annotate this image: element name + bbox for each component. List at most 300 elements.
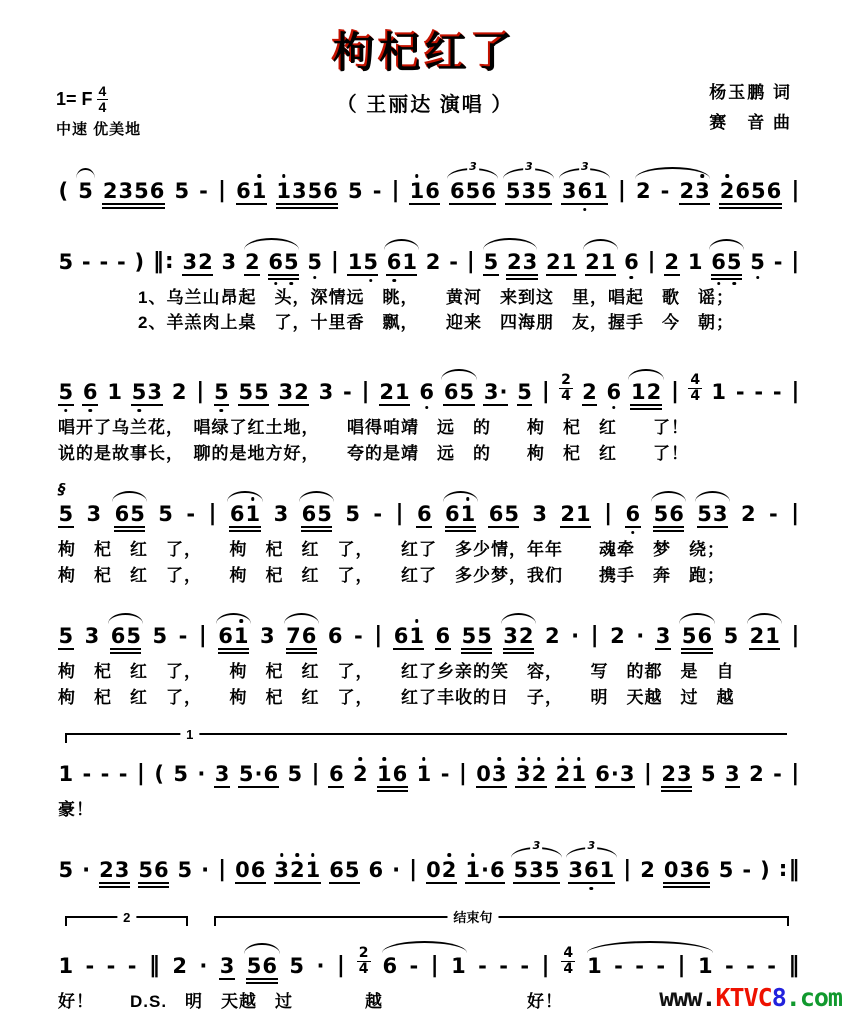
- beam-line: [653, 530, 684, 532]
- octave-dot-below: [137, 409, 141, 413]
- note-group: 23: [679, 181, 710, 202]
- beam-line: [506, 274, 537, 276]
- note-group: 65: [114, 504, 145, 525]
- slur-arc: [299, 491, 334, 502]
- beam-line: [276, 203, 339, 205]
- octave-dot-above: [415, 174, 419, 178]
- note-group: (: [58, 179, 69, 203]
- lyrics-line: 枸 杞 红 了， 枸 杞 红 了， 红了丰收的日 子， 明 天越 过 越: [58, 687, 735, 707]
- note-group: 2: [171, 380, 187, 405]
- slur-arc: [384, 239, 419, 250]
- beam-line: [386, 274, 417, 276]
- time-signature: $\frac{2}{4}$: [358, 945, 369, 978]
- note-group: 1: [416, 764, 432, 785]
- beam-line: [585, 274, 616, 276]
- note-group: 1 6: [409, 181, 440, 202]
- barline: |: [623, 857, 632, 883]
- slur-arc: [112, 491, 147, 502]
- slur-arc: [284, 613, 319, 624]
- octave-dot-below: [630, 276, 634, 280]
- beam-line: [681, 652, 712, 654]
- octave-dot-above: [471, 853, 475, 857]
- octave-dot-above: [561, 757, 565, 761]
- slur-arc: [583, 239, 618, 250]
- note-group: 1 6: [377, 764, 408, 785]
- beam-line: [229, 530, 260, 532]
- octave-dot-above: [422, 757, 426, 761]
- note-group: 3: [84, 624, 100, 649]
- beam-line: [630, 408, 661, 410]
- beam-line: [476, 786, 507, 788]
- triplet-number: 3: [580, 160, 589, 173]
- notation-line: [58, 353, 800, 414]
- barline: :‖: [778, 857, 800, 883]
- barline: |: [791, 501, 800, 527]
- note-group: -: [81, 250, 91, 274]
- note-group: -: [773, 762, 782, 786]
- barline: |: [330, 249, 339, 274]
- note-group: 6: [435, 624, 451, 649]
- note-group: 32: [503, 626, 534, 647]
- beam-line: [99, 886, 130, 888]
- note-group: 21: [749, 626, 780, 647]
- note-group: 61: [445, 504, 476, 525]
- lyrics-line: 好！ D.S. 明 天越 过 越 好！: [58, 991, 564, 1011]
- triplet-number: 3: [587, 839, 596, 853]
- beam-line: [328, 786, 344, 788]
- beam-line: [725, 786, 741, 788]
- barline: |: [311, 761, 320, 786]
- beam-line: [235, 882, 266, 884]
- note-group: 6·3: [595, 762, 635, 786]
- beam-line: [229, 526, 260, 528]
- octave-dot-above: [497, 757, 501, 761]
- notation-line: [58, 743, 800, 796]
- note-group: 535 3: [505, 181, 552, 202]
- note-group: 036: [663, 860, 710, 881]
- note-group: -: [99, 250, 109, 274]
- beam-line: [582, 404, 598, 406]
- beam-line: [515, 786, 546, 788]
- bracket-row: [58, 910, 800, 925]
- barline: ‖: [148, 952, 160, 978]
- note-group: -: [118, 762, 128, 786]
- octave-dot-above: [311, 853, 315, 857]
- note-group: ·: [197, 762, 206, 786]
- barline: |: [541, 379, 550, 405]
- beam-line: [506, 278, 537, 280]
- note-group: 5: [58, 250, 74, 274]
- slur-arc: [501, 613, 536, 624]
- bracket-label: 结束句: [447, 911, 498, 924]
- note-group: ·: [316, 953, 325, 978]
- beam-line: [99, 882, 130, 884]
- note-group: 23: [661, 764, 692, 785]
- beam-line: [711, 274, 742, 276]
- lyrics-line: 豪！: [58, 800, 94, 819]
- note-group: 6 5: [711, 252, 742, 273]
- octave-dot-above: [725, 174, 729, 178]
- octave-dot-above: [257, 174, 261, 178]
- notation-line: [58, 839, 800, 892]
- beam-line: [182, 274, 213, 276]
- beam-line: [719, 207, 782, 209]
- note-group: 3: [260, 624, 275, 649]
- note-group: -: [499, 953, 508, 978]
- beam-line: [661, 790, 692, 792]
- octave-dot-below: [612, 406, 616, 410]
- barline: |: [541, 952, 550, 978]
- note-group: -: [199, 179, 208, 203]
- note-group: 5: [58, 624, 74, 649]
- beam-line: [503, 652, 534, 654]
- beam-line: [503, 648, 534, 650]
- note-group: 12: [630, 382, 661, 403]
- note-group: 5: [483, 250, 499, 274]
- slur-arc: [679, 613, 714, 624]
- barline: |: [458, 761, 467, 786]
- beam-line: [246, 978, 277, 980]
- note-group: 3: [725, 762, 740, 786]
- note-group: 6: [419, 382, 435, 403]
- note-group: 2: [352, 764, 368, 785]
- meter-numerator: 4: [98, 83, 107, 99]
- octave-dot-above: [296, 853, 300, 857]
- music-system: [58, 160, 800, 213]
- barline: |: [217, 178, 227, 203]
- credits: [709, 78, 792, 138]
- slur-arc: [216, 613, 251, 624]
- note-group: 56: [681, 626, 712, 647]
- note-group: 5: [173, 762, 188, 786]
- beam-line: [681, 648, 712, 650]
- beam-line: [719, 203, 782, 205]
- beam-line: [138, 886, 169, 888]
- note-group: -: [178, 624, 188, 649]
- beam-line: [517, 404, 533, 406]
- note-group: 1: [587, 953, 602, 978]
- key-prefix: 1= F: [56, 88, 93, 109]
- note-group: 6: [327, 624, 343, 649]
- barline: |: [677, 952, 686, 978]
- note-group: -: [773, 250, 783, 274]
- beam-line: [711, 278, 742, 280]
- note-group: ): [760, 858, 770, 883]
- octave-dot-above: [537, 757, 541, 761]
- note-group: 1: [58, 762, 74, 786]
- note-group: 5: [58, 858, 74, 883]
- slur-arc: [244, 943, 279, 954]
- note-group: 2: [172, 953, 187, 978]
- note-group: 3: [214, 762, 230, 786]
- score: [0, 160, 850, 1013]
- note-group: 5: [287, 762, 303, 786]
- note-group: 21: [379, 380, 410, 405]
- octave-dot-below: [64, 409, 68, 413]
- barline: |: [409, 857, 418, 883]
- note-group: 1 ·6: [465, 860, 505, 881]
- beam-line: [377, 786, 408, 788]
- ending-bracket: [65, 910, 188, 926]
- note-group: ·: [82, 858, 91, 883]
- note-group: 55: [461, 626, 492, 647]
- beam-line: [131, 404, 162, 406]
- note-group: 2: [244, 250, 260, 274]
- beam-line: [661, 786, 692, 788]
- note-group: -: [635, 953, 644, 978]
- note-group: -: [772, 380, 782, 405]
- note-group: 5·6: [238, 762, 279, 786]
- slur-arc: [441, 369, 476, 380]
- slur-arc: [651, 491, 686, 502]
- note-group: -: [106, 953, 116, 978]
- beam-line: [301, 530, 332, 532]
- beam-line: [663, 882, 710, 884]
- note-group: 5: [348, 179, 363, 203]
- note-group: 23: [506, 252, 537, 273]
- note-group: 65: [329, 858, 360, 883]
- note-group: -: [520, 953, 530, 978]
- octave-dot-below: [717, 282, 721, 286]
- note-group: 61: [236, 181, 267, 202]
- octave-dot-below: [590, 887, 594, 891]
- octave-dot-above: [577, 757, 581, 761]
- beam-line: [561, 203, 608, 205]
- barline: |: [643, 761, 652, 786]
- meter-denominator: 4: [98, 98, 107, 115]
- lyrics-line: 枸 杞 红 了， 枸 杞 红 了， 红了乡亲的笑 容， 写 的都 是 自: [58, 662, 735, 682]
- octave-dot-below: [425, 406, 429, 410]
- composer-credit: 赛 音 曲: [709, 112, 792, 132]
- octave-dot-below: [392, 279, 396, 283]
- music-system: [58, 839, 800, 892]
- lyrics-line: 2、羊羔肉上桌 了，十里香 飘， 迎来 四海朋 友，握手 今 朝；: [138, 313, 734, 333]
- beam-line: [286, 648, 317, 650]
- beam-line: [238, 404, 269, 406]
- note-group: 3: [532, 502, 547, 527]
- slur-arc: [628, 369, 663, 380]
- lyricist-credit: 杨玉鹏 词: [709, 83, 792, 102]
- note-group: -: [82, 762, 92, 786]
- watermark-text: www.: [659, 983, 716, 1012]
- beam-line: [274, 882, 321, 884]
- beam-line: [138, 882, 169, 884]
- key-signature: [56, 84, 108, 114]
- note-group: 61: [218, 626, 249, 647]
- note-group: -: [768, 502, 778, 527]
- note-group: 2: [610, 624, 625, 649]
- note-group: 1: [711, 380, 727, 405]
- beam-line: [443, 404, 474, 406]
- barline: |: [136, 761, 145, 786]
- barline: |: [374, 623, 383, 649]
- beam-line: [568, 882, 615, 884]
- note-group: -: [440, 762, 450, 786]
- note-group: 656 3: [449, 181, 496, 202]
- note-group: 5: [289, 953, 305, 978]
- slur-arc: [227, 491, 262, 502]
- note-group: 6: [82, 382, 98, 403]
- note-group: 2: [425, 250, 441, 274]
- lyrics-line: 枸 杞 红 了， 枸 杞 红 了， 红了 多少情，年年 魂牵 梦 绕；: [58, 540, 725, 560]
- note-group: 06: [235, 858, 266, 883]
- note-group: 56: [138, 860, 169, 881]
- note-group: 2: [664, 250, 680, 274]
- beam-line: [513, 882, 560, 884]
- beam-line: [102, 207, 165, 209]
- bracket-label: 1: [180, 728, 199, 741]
- note-group: 32: [182, 250, 213, 274]
- note-group: 65: [110, 626, 141, 647]
- barline: |: [336, 952, 345, 978]
- beam-line: [278, 404, 309, 406]
- barline: |: [791, 761, 800, 786]
- note-group: -: [660, 179, 670, 203]
- note-group: 6: [624, 252, 640, 273]
- note-group: 6 1: [386, 252, 417, 273]
- note-group: -: [409, 953, 419, 978]
- music-system: [58, 605, 800, 709]
- note-group: -: [754, 380, 764, 405]
- beam-line: [546, 274, 577, 276]
- note-group: 65: [301, 504, 332, 525]
- octave-dot-below: [220, 409, 224, 413]
- note-group: 3: [318, 380, 334, 405]
- note-group: 5: [307, 252, 323, 273]
- note-group: 2 656: [719, 181, 782, 202]
- notation-line: [58, 231, 800, 284]
- beam-line: [409, 203, 440, 205]
- beam-line: [114, 530, 145, 532]
- barline: |: [196, 379, 205, 405]
- note-group: 3: [221, 250, 237, 274]
- beam-line: [268, 278, 299, 280]
- beam-line: [483, 274, 499, 276]
- time-signature: $\frac{2}{4}$: [561, 371, 571, 404]
- beam-line: [488, 526, 519, 528]
- watermark-text: 8: [771, 983, 786, 1012]
- beam-line: [276, 207, 339, 209]
- beam-line: [465, 882, 505, 884]
- barline: |: [218, 857, 227, 883]
- note-group: 21: [560, 502, 591, 527]
- note-group: 3·: [483, 380, 508, 405]
- octave-dot-below: [88, 409, 92, 413]
- note-group: 6: [368, 858, 384, 883]
- slur-arc: [443, 491, 478, 502]
- octave-dot-above: [522, 757, 526, 761]
- octave-dot-below: [274, 282, 278, 286]
- barline: |: [395, 501, 404, 527]
- note-group: 76: [286, 626, 317, 647]
- note-group: 5 3: [131, 382, 162, 403]
- beam-line: [102, 203, 165, 205]
- tie-arc: [382, 941, 467, 953]
- beam-line: [749, 648, 780, 650]
- beam-line: [110, 652, 141, 654]
- beam-line: [445, 530, 476, 532]
- music-system: [58, 727, 800, 821]
- beam-line: [58, 404, 74, 406]
- beam-line: [560, 526, 591, 528]
- octave-dot-above: [359, 757, 363, 761]
- note-group: 5: [177, 858, 193, 883]
- time-signature: [97, 84, 109, 114]
- tie-arc: [244, 238, 299, 250]
- notation-line: [58, 480, 800, 536]
- beam-line: [664, 274, 680, 276]
- octave-dot-below: [369, 279, 373, 283]
- music-system: [58, 480, 800, 587]
- note-group: -: [735, 380, 745, 405]
- octave-dot-below: [583, 208, 587, 212]
- barline: |: [391, 178, 400, 203]
- ending-bracket: [214, 910, 789, 926]
- note-group: 2: [740, 502, 756, 527]
- barline: ‖: [788, 952, 800, 978]
- barline: |: [361, 379, 370, 405]
- note-group: 56: [246, 956, 277, 977]
- beam-line: [347, 274, 378, 276]
- note-group: 535 3: [513, 860, 560, 881]
- note-group: 3: [219, 953, 235, 978]
- tempo-marking: 中速 优美地: [56, 121, 142, 138]
- beam-line: [449, 203, 496, 205]
- octave-dot-below: [631, 531, 635, 535]
- beam-line: [246, 982, 277, 984]
- barline: |: [617, 178, 626, 203]
- tie-arc: [483, 238, 537, 250]
- barline: |: [791, 249, 800, 274]
- note-group: -: [100, 762, 110, 786]
- octave-dot-above: [415, 619, 419, 623]
- barline: |: [198, 623, 207, 649]
- beam-line: [218, 652, 249, 654]
- slur-arc: [747, 613, 782, 624]
- beam-line: [377, 790, 408, 792]
- beam-line: [625, 526, 641, 528]
- beam-line: [301, 526, 332, 528]
- note-group: 56: [653, 504, 684, 525]
- time-signature: $\frac{4}{4}$: [690, 371, 701, 404]
- beam-line: [110, 648, 141, 650]
- note-group: 6: [382, 953, 398, 978]
- beam-line: [555, 786, 586, 788]
- barline: |: [791, 623, 800, 649]
- beam-line: [461, 648, 492, 650]
- note-group: 2356: [102, 181, 165, 202]
- note-group: -: [343, 380, 352, 405]
- barline: |: [430, 952, 439, 978]
- beam-line: [214, 786, 230, 788]
- note-group: 21: [546, 250, 577, 274]
- note-group: 5: [750, 252, 766, 273]
- note-group: 2: [545, 624, 560, 649]
- note-group: 1 356: [276, 181, 339, 202]
- note-group: 15: [347, 252, 378, 273]
- note-group: -: [373, 502, 383, 527]
- note-group: -: [85, 953, 95, 978]
- header: [0, 0, 850, 142]
- beam-line: [114, 526, 145, 528]
- octave-dot-below: [756, 276, 760, 280]
- note-group: 5: [718, 858, 734, 883]
- beam-line: [58, 648, 74, 650]
- note-group: 6: [328, 762, 344, 786]
- note-group: 2: [635, 179, 651, 203]
- note-group: ·: [392, 858, 401, 883]
- note-group: 6: [606, 382, 622, 403]
